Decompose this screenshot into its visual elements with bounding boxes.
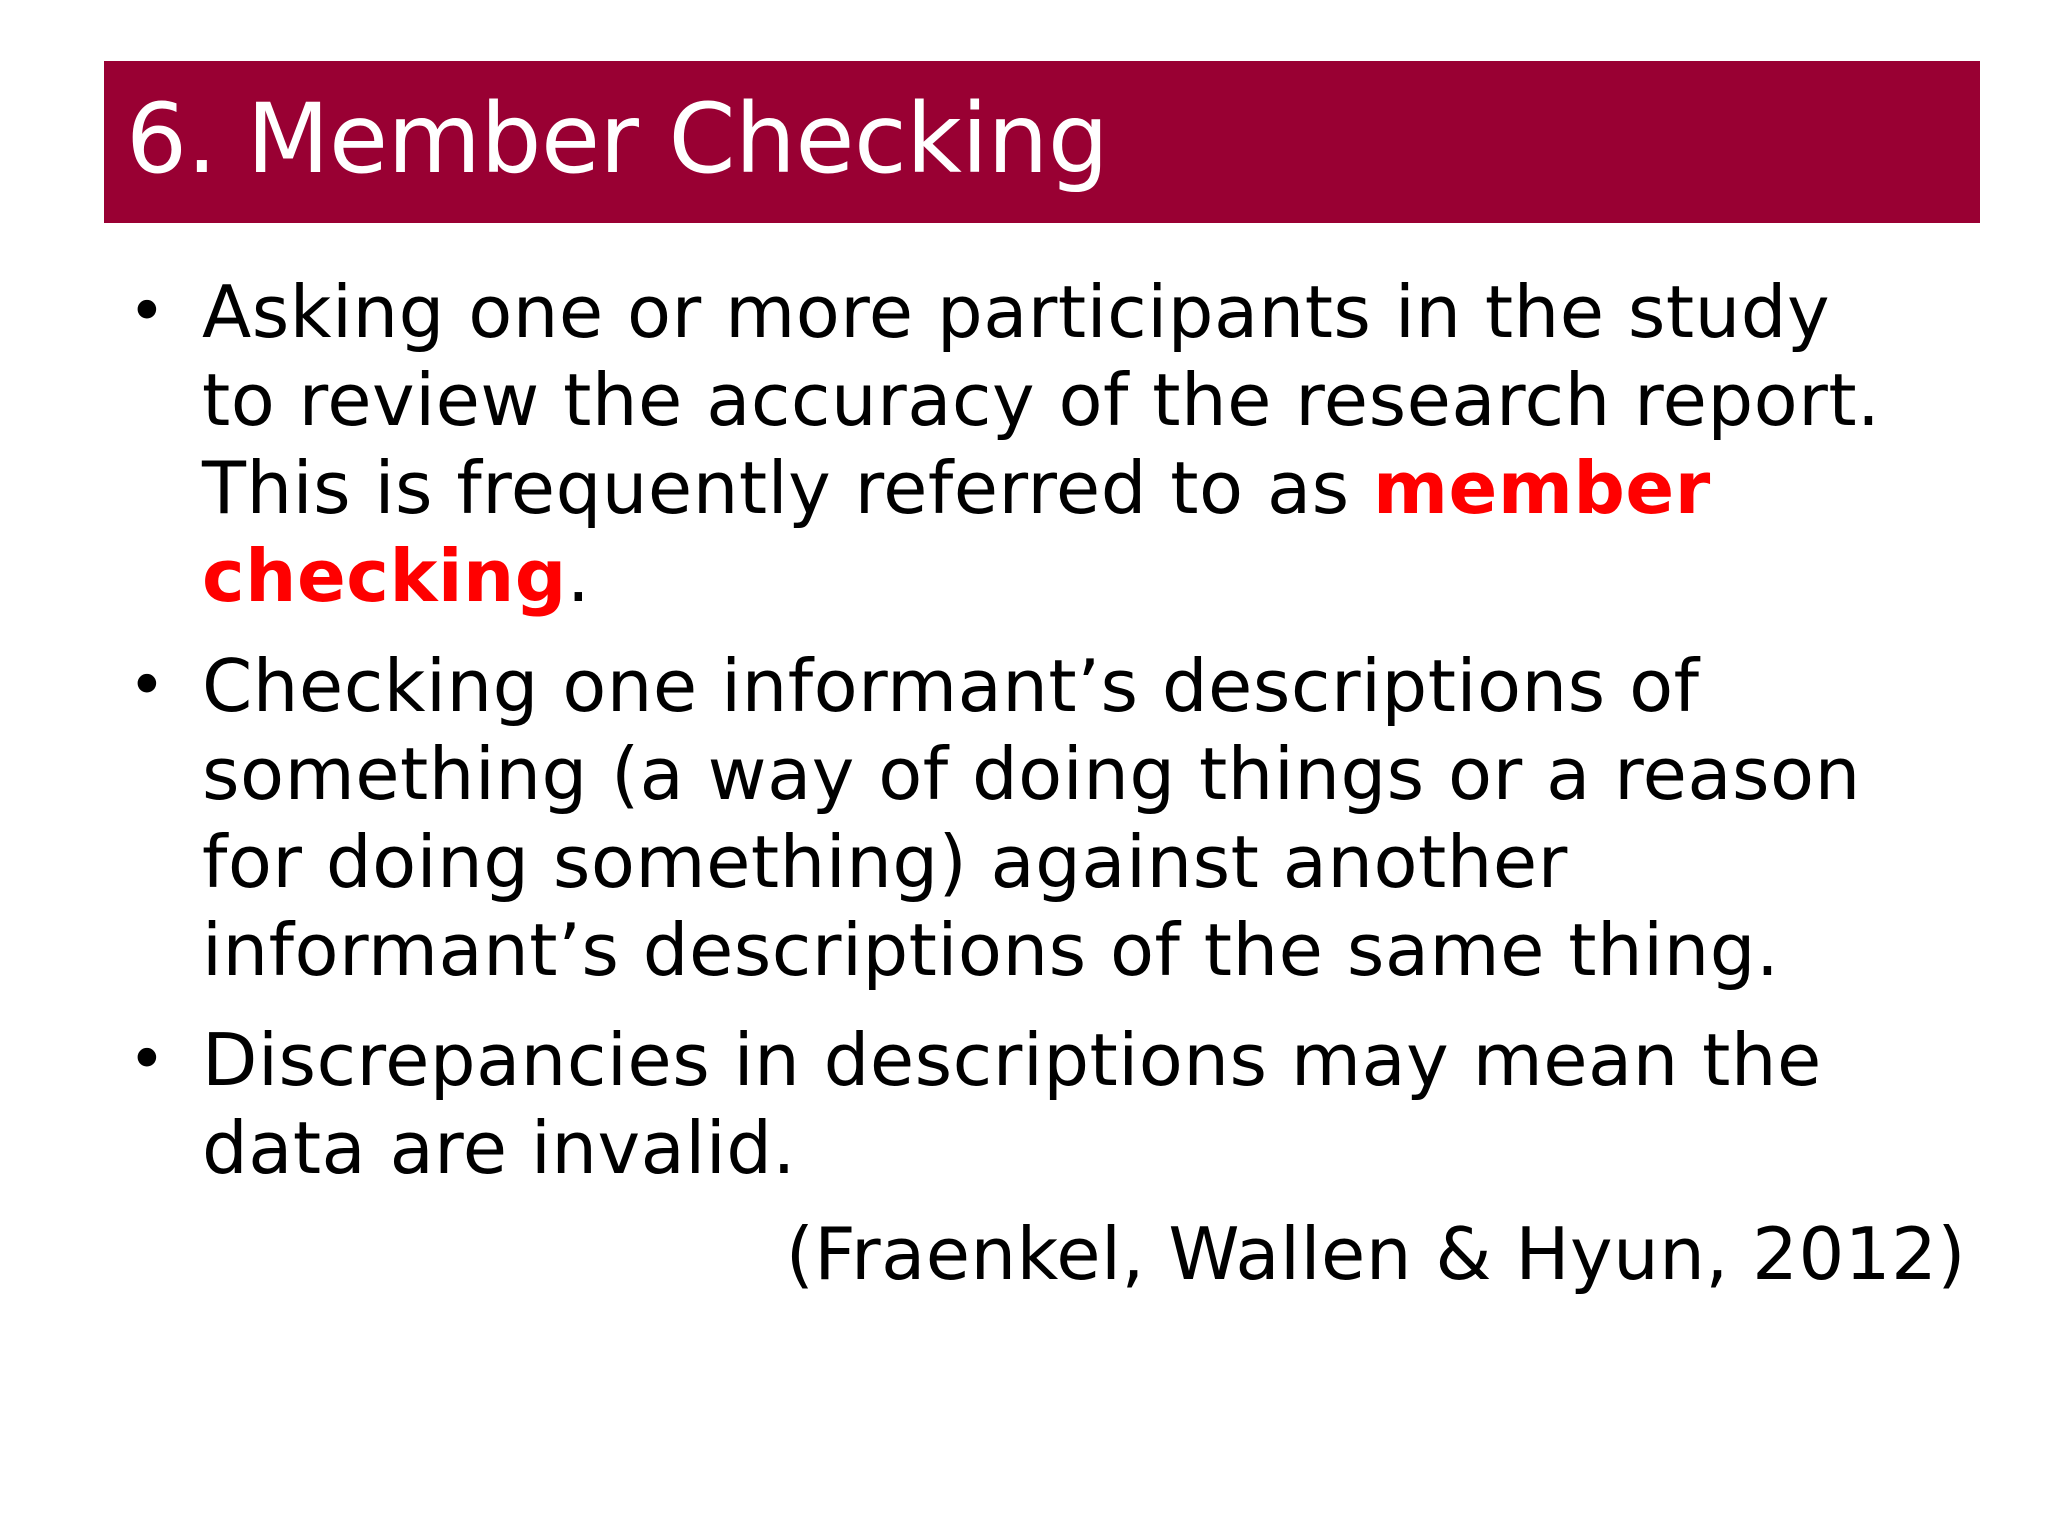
highlight-term: member [1372, 446, 1711, 530]
bullet-line: Asking one or more participants in the study [202, 270, 1831, 354]
bullet-line [202, 444, 1986, 532]
bullet-icon: • [128, 649, 167, 723]
bullet-line: for doing something) against another [202, 820, 1568, 904]
bullet-item [126, 642, 1986, 994]
bullet-line [202, 532, 1986, 620]
bullet-line: something (a way of doing things or a reason [202, 732, 1861, 816]
bullet-text: . [566, 534, 591, 618]
bullet-text: This is frequently referred to as [202, 446, 1373, 530]
citation: (Fraenkel, Wallen & Hyun, 2012) [785, 1212, 1966, 1296]
bullet-list [126, 268, 1986, 1214]
bullet-line: to review the accuracy of the research report. [202, 358, 1881, 442]
bullet-item [126, 1016, 1986, 1192]
bullet-line: Discrepancies in descriptions may mean the [202, 1018, 1822, 1102]
title-bar [104, 61, 1980, 223]
bullet-line: Checking one informant’s descriptions of [202, 644, 1700, 728]
bullet-icon: • [128, 275, 167, 349]
bullet-line: data are invalid. [202, 1106, 796, 1190]
slide-title: 6. Member Checking [126, 83, 1109, 195]
highlight-term: checking [202, 534, 567, 618]
bullet-item [126, 268, 1986, 620]
bullet-line: informant’s descriptions of the same thing. [202, 908, 1780, 992]
bullet-icon: • [128, 1023, 167, 1097]
